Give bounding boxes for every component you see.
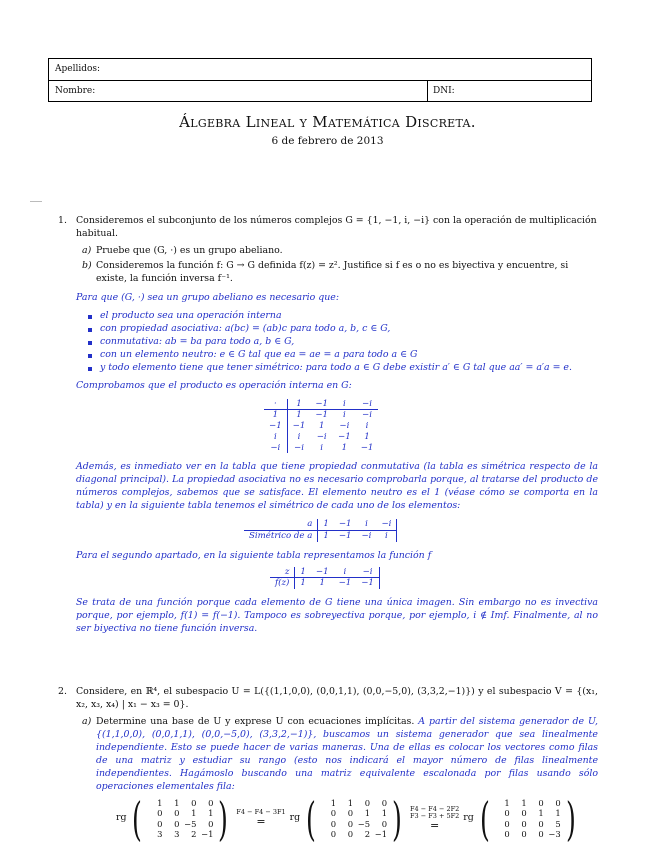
problem-1-part-b — [58, 260, 598, 286]
mult-cell: 1 — [341, 442, 348, 453]
mult-table-row — [264, 432, 378, 443]
nombre-label: Nombre: — [55, 86, 96, 96]
matrix-2: ( 1 1 0 0 0 0 1 1 0 0 −5 0 0 0 2 −1 ) — [306, 791, 402, 846]
matrix-cell: 2 — [364, 829, 371, 840]
part-b-text: Consideremos la función f: G → G definida f(z) = z². Justifice si f es o no es biyectiva y encuentre, si existe, la función inversa f⁻¹. — [96, 259, 569, 284]
func-cell: −i — [356, 567, 379, 578]
mult-cell: −1 — [310, 399, 333, 410]
matrix-cell: 0 — [347, 818, 354, 829]
mult-table-header — [264, 399, 378, 410]
multiplication-table-wrap — [58, 399, 598, 454]
part-a-text: Pruebe que (G, ·) es un grupo abeliano. — [96, 244, 283, 256]
mult-cell: −1 — [315, 410, 329, 421]
group-properties-list — [58, 310, 598, 375]
bullet-symmetric: y todo elemento tiene que tener simétrico: para todo a ∈ G debe existir a′ ∈ G tal que aa′ = a′a = e. — [86, 362, 598, 375]
mult-cell: −i — [362, 410, 372, 421]
matrix-cell: 0 — [381, 818, 388, 829]
matrix-3: ( 1 1 0 0 0 0 1 1 0 0 0 5 0 0 0 −3 ) — [479, 791, 576, 846]
check-internal-text: Comprobamos que el producto es operación interna en G: — [76, 379, 352, 391]
dni-separator — [427, 80, 428, 101]
matrix-cell: 0 — [538, 818, 544, 829]
p2-part-a-solution: A partir del sistema generador de U, {(1,1,0,0), (0,0,1,1), (0,0,−5,0), (3,3,2,−1)}, buscamos un sistema generador que sea linealmente independiente. Esto se puede hacer de varias maneras. Una de ellas es colocar los vectores como filas de una matriz y estudiar su rango (esto nos indicará el mayor número de filas linealmente independientes. Hagámoslo buscando una matriz equivalente escalonada por filas usando sólo operaciones elementales fila: — [96, 715, 598, 792]
mult-cell: −i — [316, 431, 327, 442]
apellidos-row — [49, 59, 591, 80]
mult-table-row — [264, 443, 378, 454]
mult-cell: 1 — [318, 421, 325, 432]
apellidos-label: Apellidos: — [55, 64, 101, 74]
row-operation-2: F4 − F4 − 2F2 F3 − F3 + 5F2 = — [410, 804, 460, 832]
mult-cell: i — [342, 410, 346, 421]
margin-mark — [30, 201, 42, 202]
matrix-cell: 3 — [174, 829, 180, 840]
symmetric-table — [244, 519, 397, 541]
mult-cell: −i — [264, 443, 287, 454]
problem-2-statement: Considere, en ℝ⁴, el subespacio U = L({(1,1,0,0), (0,0,1,1), (0,0,−5,0), (3,3,2,−1)}) y el subespacio V = {(x₁, x₂, x₃, x₄) | x₁ − x₃ = 0}. — [76, 686, 598, 710]
matrix-cell: 0 — [521, 829, 527, 840]
problem-1-number: 1. — [58, 215, 67, 226]
multiplication-table — [264, 399, 378, 454]
matrix-cell: 0 — [504, 829, 510, 840]
matrix-cell: 0 — [538, 797, 544, 808]
func-table-row — [270, 578, 379, 589]
matrix-cell: 0 — [521, 818, 527, 829]
matrix-cell: 1 — [174, 797, 180, 808]
matrix-cell: 0 — [330, 829, 337, 840]
function-paragraph: Se trata de una función porque cada elemento de G tiene una única imagen. Sin embargo no es invectiva porque, por ejemplo, f(1) = f(−1). Tampoco es sobreyectiva porque, por ejemplo, i ∉ Imf. Finalmente, al no ser biyectiva no tiene función inversa. — [76, 597, 598, 635]
mult-cell: i — [264, 432, 287, 443]
matrix-cell: −3 — [548, 829, 561, 840]
rank-computation — [58, 791, 598, 846]
bullet-commutative: conmutativa: ab = ba para todo a, b ∈ G, — [86, 336, 598, 349]
matrix-cell: −5 — [357, 818, 371, 829]
matrix-cell: 1 — [538, 808, 544, 819]
mult-cell: i — [365, 421, 369, 432]
matrix-cell: 0 — [555, 797, 561, 808]
rg-label-2: rg — [289, 812, 301, 824]
matrix-cell: 0 — [191, 797, 197, 808]
exam-date: 6 de febrero de 2013 — [271, 135, 384, 147]
exam-title: Álgebra Lineal y Matemática Discreta. — [179, 113, 476, 131]
bullet-associative: con propiedad asociativa: a(bc) = (ab)c para todo a, b, c ∈ G, — [86, 323, 598, 336]
matrix-cell: 0 — [330, 808, 337, 819]
problem-2-number: 2. — [58, 686, 67, 697]
matrix-cell: −1 — [374, 829, 388, 840]
sym-table-row — [244, 519, 397, 530]
p2-part-a-label: a) — [82, 715, 92, 727]
matrix-1: ( 1 1 0 0 0 0 1 1 0 0 −5 0 3 3 2 −1 ) — [132, 791, 229, 846]
matrix-cell: 0 — [538, 829, 544, 840]
matrix-cell: 1 — [157, 797, 163, 808]
matrix-cell: 0 — [347, 808, 354, 819]
matrix-cell: 0 — [208, 818, 214, 829]
matrix-cell: 1 — [521, 797, 527, 808]
matrix-cell: 1 — [364, 808, 371, 819]
func-cell: −1 — [311, 567, 334, 578]
sym-cell: 1 — [323, 530, 329, 541]
problem-1-statement: Consideremos el subconjunto de los números complejos G = {1, −1, i, −i} con la operación de multiplicación habitual. — [76, 215, 597, 239]
matrix-cell: 0 — [208, 797, 214, 808]
problem-2-part-a — [58, 716, 598, 794]
p2-part-a-text: Determine una base de U y exprese U con ecuaciones implícitas. — [96, 715, 415, 727]
sym-cell: −i — [376, 519, 396, 530]
mult-cell: −i — [356, 399, 379, 410]
mult-table-row — [264, 421, 378, 432]
part-a-label: a) — [82, 244, 92, 256]
func-cell: z — [270, 567, 295, 578]
mult-cell: i — [297, 431, 301, 442]
bullet-internal: el producto sea una operación interna — [86, 310, 598, 323]
func-table-row — [270, 567, 379, 578]
matrix-cell: 0 — [521, 808, 527, 819]
commutative-paragraph: Además, es inmediato ver en la tabla que tiene propiedad conmutativa (la tabla es simétrica respecto de la diagonal principal). La propiedad asociativa no es necesario comprobarla porque, al tratarse del producto de números complejos, sabemos que se satisface. El elemento neutro es el 1 (véase cómo se comporta en la tabla) y en la siguiente tabla tenemos el simétrico de cada uno de los elementos: — [76, 461, 598, 512]
matrix-cell: 1 — [191, 808, 197, 819]
row-operation-1: F4 − F4 − 3F1 = — [236, 808, 286, 829]
nombre-row — [49, 80, 591, 102]
matrix-cell: 1 — [504, 797, 510, 808]
mult-cell: 1 — [264, 410, 287, 421]
dni-label: DNI: — [433, 86, 455, 96]
matrix-cell: 0 — [347, 829, 354, 840]
func-cell: 1 — [295, 567, 311, 578]
function-table — [270, 567, 380, 589]
mult-cell: −1 — [264, 421, 287, 432]
func-cell: f(z) — [270, 578, 295, 589]
matrix-cell: 0 — [330, 818, 337, 829]
row-op-text: F4 − F4 − 2F2 — [410, 804, 460, 813]
func-cell: −1 — [356, 578, 379, 589]
sym-cell: i — [376, 530, 396, 541]
row-op-text: F4 − F4 − 3F1 — [236, 808, 286, 817]
mult-cell: 1 — [364, 431, 370, 442]
matrix-cell: 0 — [157, 808, 163, 819]
mult-cell: −1 — [360, 442, 374, 453]
matrix-cell: 0 — [381, 797, 388, 808]
func-cell: −1 — [338, 578, 352, 589]
mult-cell: 1 — [287, 399, 310, 410]
symmetric-table-wrap — [58, 519, 598, 541]
sym-cell: −1 — [338, 530, 352, 541]
matrix-cell: 1 — [555, 808, 561, 819]
function-table-wrap — [58, 567, 598, 589]
solution-intro: Para que (G, ·) sea un grupo abeliano es necesario que: — [76, 291, 339, 303]
matrix-cell: −5 — [184, 818, 197, 829]
mult-cell: −1 — [338, 431, 351, 442]
matrix-cell: 5 — [555, 818, 561, 829]
mult-cell: · — [264, 399, 287, 410]
problem-1-statement-block — [58, 215, 598, 241]
rg-label-3: rg — [463, 812, 474, 824]
sym-cell: i — [356, 519, 376, 530]
mult-cell: −i — [294, 442, 304, 453]
mult-cell: i — [333, 399, 356, 410]
problem-2 — [58, 686, 598, 846]
matrix-cell: 0 — [504, 808, 510, 819]
matrix-cell: 0 — [364, 797, 371, 808]
sym-cell: a — [244, 519, 318, 530]
mult-cell: i — [320, 442, 324, 453]
matrix-cell: 2 — [191, 829, 197, 840]
matrix-cell: 0 — [174, 818, 180, 829]
second-part-intro: Para el segundo apartado, en la siguiente tabla representamos la función f — [76, 549, 432, 561]
rg-label-1: rg — [116, 812, 127, 824]
sym-cell: −1 — [334, 519, 357, 530]
func-cell: 1 — [300, 578, 306, 589]
matrix-cell: 1 — [381, 808, 388, 819]
func-cell: i — [334, 567, 357, 578]
matrix-cell: 0 — [174, 808, 180, 819]
mult-cell: 1 — [296, 410, 302, 421]
matrix-cell: −1 — [201, 829, 214, 840]
bullet-neutral: con un elemento neutro: e ∈ G tal que ea = ae = a para todo a ∈ G — [86, 349, 598, 362]
matrix-cell: 1 — [347, 797, 354, 808]
sym-cell: −i — [361, 530, 372, 541]
matrix-cell: 1 — [208, 808, 214, 819]
student-info-box — [48, 58, 592, 102]
mult-table-row — [264, 410, 378, 421]
matrix-cell: 1 — [330, 797, 337, 808]
mult-cell: −1 — [292, 421, 306, 432]
row-op-text: F3 − F3 + 5F2 — [410, 811, 460, 820]
problem-1-part-a — [58, 245, 598, 258]
problem-2-statement-block — [58, 686, 598, 712]
sym-cell: Simétrico de a — [244, 530, 318, 541]
part-b-label: b) — [82, 259, 92, 271]
matrix-cell: 0 — [504, 818, 510, 829]
sym-cell: 1 — [318, 519, 334, 530]
matrix-cell: 0 — [157, 818, 163, 829]
matrix-cell: 3 — [157, 829, 163, 840]
mult-cell: −i — [339, 421, 350, 432]
problem-1 — [58, 215, 598, 636]
func-cell: 1 — [319, 578, 325, 589]
sym-table-row — [244, 530, 397, 541]
